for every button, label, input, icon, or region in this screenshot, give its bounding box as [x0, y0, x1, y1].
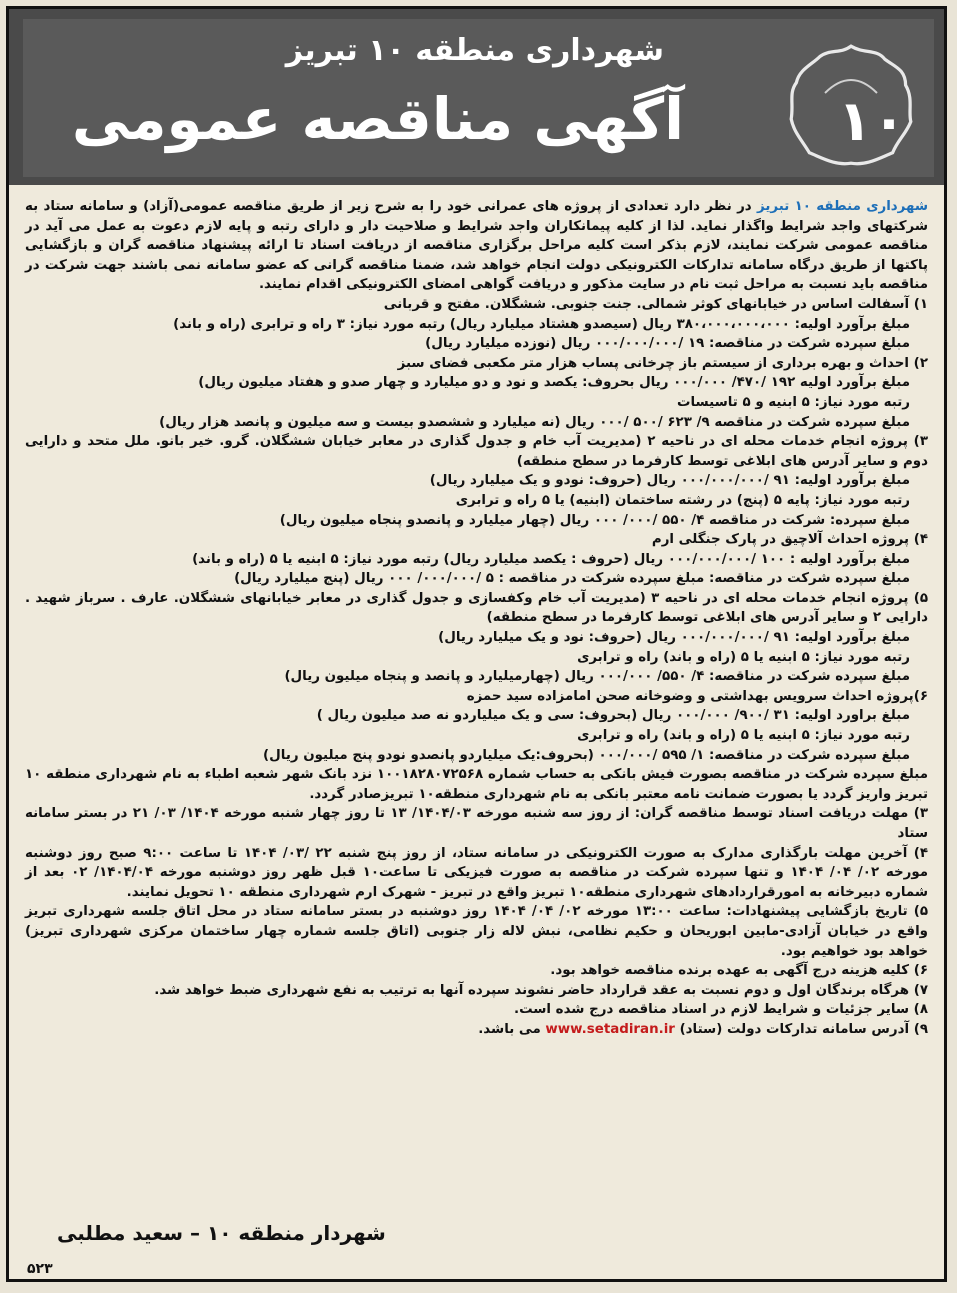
intro-text: در نظر دارد تعدادی از پروژه های عمرانی خود را به شرح زیر از طریق مناقصه عمومی(آزاد) و سامانه ستاد به شرکتهای واجد شرایط واگذار نماید. لذا از کلیه پیمانکاران واجد شرایط و صلاحیت دار و دارای رتبه و پایه لازم دعوت به عمل می آید در مناقصه عمومی شرکت نمایند، لازم بذکر است کلیه مراحل برگزاری مناقصه از دریافت اسناد تا ارائه پیشنهاد مناقصه گران و بازگشایی پاکتها از طریق درگاه سامانه تدارکات الکترونیکی دولت انجام خواهد شد، ضمنا مناقصه گرانی که عضو سامانه نمی باشند جهت شرکت در مناقصه باید نسبت به مراحل ثبت نام در سایت مذکور و دریافت گواهی امضای الکترونیکی اقدام نمایند.: [25, 199, 928, 293]
term-4: ۴) آخرین مهلت بارگذاری مدارک به صورت الکترونیکی در سامانه ستاد، از روز پنج شنبه ۲۲ /۰۳/ ۱۴۰۴ تا ساعت ۹:۰۰ صبح روز دوشنبه مورخه ۰۲/ ۰۴/ ۱۴۰۴ و تنها سپرده شرکت در مناقصه به صورت فیزیکی تا ساعت۱۰ قبل ظهر روز دوشنبه مورخه ۱۴۰۴/۰۴/ ۰۲ بعد از شماره دبیرخانه به امورقراردادهای شهرداری منطقه۱۰ تبریز واقع در تبریز - شهرک ارم شهرداری منطقه ۱۰ تحویل نمایند.: [25, 845, 929, 900]
project-3-line: مبلغ برآورد اولیه: ۹۱ /۰۰۰/۰۰۰/۰۰۰ ریال (حروف: نودو و یک میلیارد ریال): [429, 473, 910, 489]
page-number: ۵۲۳: [27, 1261, 53, 1277]
project-1-title: ۱) آسفالت اساس در خیابانهای کوثر شمالی. جنت جنوبی. ششگلان. مفتح و قربانی: [383, 296, 928, 312]
project-6-line: رتبه مورد نیاز: ۵ ابنیه یا ۵ (راه و باند) راه و ترابری: [577, 728, 910, 744]
term-5: ۵) تاریخ بازگشایی پیشنهادات: ساعت ۱۳:۰۰ مورخه ۰۲/ ۰۴/ ۱۴۰۴ روز دوشنبه در بستر سامانه ستاد در محل اتاق جلسه شهرداری تبریز واقع در خیابان آزادی-مابین ابوریحان و حکیم نظامی، نبش لاله زار جنوبی (اتاق جلسه شماره چهار ساختمان مرکزی شهرداری تبریز) خواهد بود خواهیم بود.: [25, 904, 928, 959]
project-6-line: مبلغ سپرده شرکت در مناقصه: ۱/ ۵۹۵ /۰۰۰/۰۰۰ (بحروف:یک میلیاردو پانصدو نودو پنج میلیون ریال): [263, 747, 910, 763]
project-3-line: رتبه مورد نیاز: پایه ۵ (پنج) در رشته ساختمان (ابنیه) یا ۵ راه و ترابری: [455, 492, 910, 508]
project-3-line: مبلغ سپرده: شرکت در مناقصه ۴/ ۵۵۰ /۰۰۰/ ۰۰۰ ریال (چهار میلیارد و پانصدو پنجاه میلیون ریال): [279, 512, 910, 528]
notice-frame: [6, 6, 947, 1282]
project-1-line: مبلغ سپرده شرکت در مناقصه: ۱۹ /۰۰۰/۰۰۰/۰۰۰ ریال (نوزده میلیارد ریال): [425, 336, 910, 352]
project-5-line: رتبه مورد نیاز: ۵ ابنیه یا ۵ (راه و باند) راه و ترابری: [577, 649, 910, 665]
intro-paragraph: [25, 197, 928, 295]
term-9: [25, 1020, 928, 1040]
header-banner: [9, 9, 944, 185]
term-8: ۸) سایر جزئیات و شرایط لازم در اسناد مناقصه درج شده است.: [513, 1002, 928, 1018]
term-9-suffix: می باشد.: [478, 1021, 546, 1037]
setad-website-link[interactable]: www.setadiran.ir: [545, 1021, 675, 1037]
project-4-line: مبلغ برآورد اولیه : ۱۰۰ /۰۰۰/۰۰۰/۰۰۰ ریال (حروف : یکصد میلیارد ریال) رتبه مورد نیاز: ۵ ابنیه یا ۵ (راه و باند): [192, 551, 910, 567]
project-2-line: مبلغ برآورد اولیه ۱۹۲ /۴۷۰/ ۰۰۰/۰۰۰ ریال بحروف: یکصد و نود و دو میلیارد و چهار صدو و هفتاد میلیون ریال): [198, 375, 910, 391]
project-2-line: رتبه مورد نیاز: ۵ ابنیه و ۵ تاسیسات: [677, 394, 910, 410]
term-3: ۳) مهلت دریافت اسناد توسط مناقصه گران: از روز سه شنبه مورخه ۱۴۰۴/۰۳/ ۱۳ تا روز چهار شنبه مورخه ۱۴۰۴/ ۰۳/ ۲۱ در بستر سامانه ستاد: [25, 806, 929, 841]
intro-lead: شهرداری منطقه ۱۰ تبریز: [757, 199, 928, 214]
project-4-title: ۴) پروژه احداث آلاچیق در پارک جنگلی ارم: [651, 532, 928, 548]
project-6-line: مبلغ براورد اولیه: ۳۱ /۹۰۰/ ۰۰۰/۰۰۰ ریال (بحروف: سی و یک میلیاردو نه صد میلیون ریال ): [316, 708, 910, 724]
term-9-prefix: ۹) آدرس سامانه تدارکات دولت (ستاد): [679, 1021, 928, 1037]
notice-body: [25, 197, 928, 1040]
project-5-line: مبلغ برآورد اولیه: ۹۱ /۰۰۰/۰۰۰/۰۰۰ ریال (حروف: نود و یک میلیارد ریال): [438, 630, 910, 646]
municipality-title: شهرداری منطقه ۱۰ تبریز: [285, 33, 664, 68]
logo-number: ۱۰: [837, 89, 906, 154]
project-2-title: ۲) احداث و بهره برداری از سیستم باز چرخانی پساب هزار متر مکعبی فضای سبز: [397, 355, 928, 371]
notice-title: آگهی مناقصه عمومی: [71, 85, 684, 153]
deposit-note: مبلغ سپرده شرکت در مناقصه بصورت فیش بانکی به حساب شماره ۱۰۰۱۸۲۸۰۷۲۵۶۸ نزد بانک شهر شعبه اطباء به نام شهرداری منطقه ۱۰ تبریز واریز گردد یا بصورت ضمانت نامه معتبر بانکی به نام شهرداری منطقه۱۰ تبریزصادر گردد.: [25, 767, 928, 802]
project-5-title: ۵) پروژه انجام خدمات محله ای در ناحیه ۳ (مدیریت آب خام وکفسازی و جدول گذاری در معابر خیابانهای ششگلان. عارف . سرباز شهید . دارایی ۲ و سایر آدرس های ابلاغی توسط کارفرما در سطح منطقه): [25, 590, 929, 626]
term-6: ۶) کلیه هزینه درج آگهی به عهده برنده مناقصه خواهد بود.: [550, 963, 928, 979]
project-4-line: مبلغ سپرده شرکت در مناقصه: مبلغ سپرده شرکت در مناقصه : ۵ /۰۰۰/۰۰۰/ ۰۰۰ ریال (پنج میلیارد ریال): [234, 571, 910, 587]
term-7: ۷) هرگاه برندگان اول و دوم نسبت به عقد قرارداد حاضر نشوند سپرده آنها به ترتیب به نفع شهرداری ضبط خواهد شد.: [154, 982, 928, 998]
project-5-line: مبلغ سپرده شرکت در مناقصه: ۴/ ۵۵۰/ ۰۰۰/۰۰۰ ریال (چهارمیلیارد و پانصد و پنجاه میلیون ریال): [284, 669, 910, 685]
header-inner: [23, 19, 934, 177]
project-3-title: ۳) پروژه انجام خدمات محله ای در ناحیه ۲ (مدیریت آب خام و جدول گذاری در معابر خیابان ششگلان. گرو. خیر بانو. ملل متحد و دارایی دوم و سایر آدرس های ابلاغی توسط کارفرما در سطح منطقه): [25, 434, 928, 469]
project-2-line: مبلغ سپرده شرکت در مناقصه ۹/ ۶۲۳ /۵۰۰ /۰۰۰ ریال (نه میلیارد و ششصدو بیست و سه میلیون و پانصد هزار ریال): [159, 414, 910, 430]
project-6-title: ۶)پروژه احداث سرویس بهداشتی و وضوخانه صحن امامزاده سید حمزه: [466, 688, 928, 704]
signature: شهردار منطقه ۱۰ – سعید مطلبی: [57, 1221, 386, 1245]
project-1-line: مبلغ برآورد اولیه: ۳۸۰،۰۰۰،۰۰۰،۰۰۰ ریال (سیصدو هشتاد میلیارد ریال) رتبه مورد نیاز: ۳ راه و ترابری (راه و باند): [173, 316, 910, 332]
